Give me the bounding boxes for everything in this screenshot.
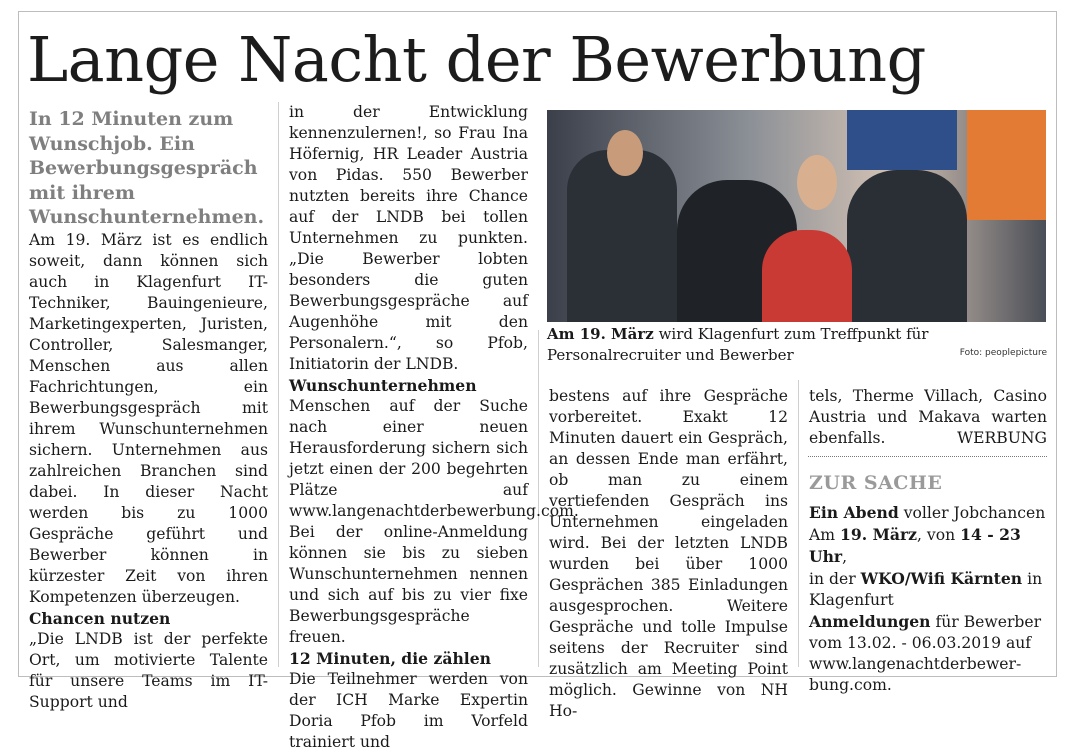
- event-photo: [547, 110, 1046, 322]
- column-3: [549, 386, 788, 722]
- website-link[interactable]: www.langenachtderbewer-: [809, 655, 1022, 673]
- info-box: Ein Abend voller Jobchancen Am 19. März, von 14 - 23 Uhr, in der WKO/Wifi Kärnten in Klagenfurt Anmeldungen für Bewerber vom 13.02. - 06.03.2019 auf www.langenachtderbewer- bung.com.: [809, 503, 1046, 694]
- caption-bold: Am 19. März: [547, 325, 654, 343]
- subheading-12-minuten: 12 Minuten, die zählen: [289, 649, 491, 668]
- body-text: tels, Therme Villach, Casino Austria und Makava warten ebenfalls.: [809, 387, 1047, 447]
- subheading-wunschunternehmen: Wunschunternehmen: [289, 376, 477, 395]
- body-paragraph: bestens auf ihre Gespräche vorbereitet. Exakt 12 Minuten dauert ein Gespräch, an dessen Ende man erfährt, ob man zu einem vertiefenden Gespräch ins Unternehmen eingeladen wird. Bei der letzten LNDB wurden bei über 1000 Gesprächen 385 Einladungen ausgesprochen. Weitere Gespräche und tolle Impulse seitens der Recruiter sind zusätzlich am Meeting Point möglich. Gewinne von NH Ho-: [549, 387, 788, 720]
- advertising-label: WERBUNG: [957, 429, 1047, 447]
- column-4: [809, 386, 1047, 696]
- body-paragraph: Menschen auf der Suche nach einer neuen Herausforderung sichern sich jetzt einen der 200 begehrten Plätze auf www.langenachtderbewerbung.com. Bei der online-Anmeldung können sie bis zu sieben Wunschunternehmen nennen und sich auf bis zu vier fixe Bewerbungsgespräche freuen.: [289, 397, 579, 646]
- caption-text: wird Klagenfurt zum Treffpunkt für Personalrecruiter und Bewerber: [547, 325, 929, 364]
- body-paragraph: in der Entwicklung kennenzulernen!, so Frau Ina Höfernig, HR Leader Austria von Pidas. 550 Bewerber nutzten bereits ihre Chance auf der LNDB bei tollen Unternehmen zu punkten. „Die Bewerber lobten besonders die guten Bewerbungsgespräche auf Augenhöhe mit den Personalern.“, so Pfob, Initiatorin der LNDB.: [289, 103, 528, 373]
- column-1: [29, 107, 268, 713]
- column-divider: [798, 380, 799, 667]
- photo-credit: Foto: peoplepicture: [959, 348, 1047, 358]
- subheading-chancen: Chancen nutzen: [29, 608, 171, 628]
- body-paragraph: [809, 386, 1047, 449]
- column-divider: [278, 102, 279, 667]
- website-link[interactable]: bung.com.: [809, 676, 892, 694]
- column-2: [289, 102, 579, 753]
- body-paragraph: Am 19. März ist es endlich soweit, dann können sich auch in Klagenfurt IT-Techniker, Bauingenieure, Marketingexperten, Juristen, Controller, Salesmanger, Menschen aus allen Fachrichtungen, ein Bewerbungsgespräch mit ihrem Wunschunternehmen sichern. Unternehmen aus zahlreichen Branchen sind dabei. In dieser Nacht werden bis zu 1000 Gespräche geführt und Bewerber können in kürzester Zeit von ihren Kompetenzen überzeugen.: [29, 230, 268, 606]
- dotted-separator: [808, 456, 1047, 457]
- article-headline: Lange Nacht der Bewerbung: [27, 23, 926, 96]
- column-divider: [538, 330, 539, 667]
- body-paragraph: „Die LNDB ist der perfekte Ort, um motivierte Talente für unsere Teams im IT-Support und: [29, 629, 268, 711]
- article-lead: In 12 Minuten zum Wunschjob. Ein Bewerbungsgespräch mit ihrem Wunschunternehmen.: [29, 108, 265, 228]
- body-paragraph: Die Teilnehmer werden von der ICH Marke Expertin Doria Pfob im Vorfeld trainiert und: [289, 670, 528, 751]
- zur-sache-heading: ZUR SACHE: [809, 472, 943, 494]
- photo-caption: [547, 324, 1047, 366]
